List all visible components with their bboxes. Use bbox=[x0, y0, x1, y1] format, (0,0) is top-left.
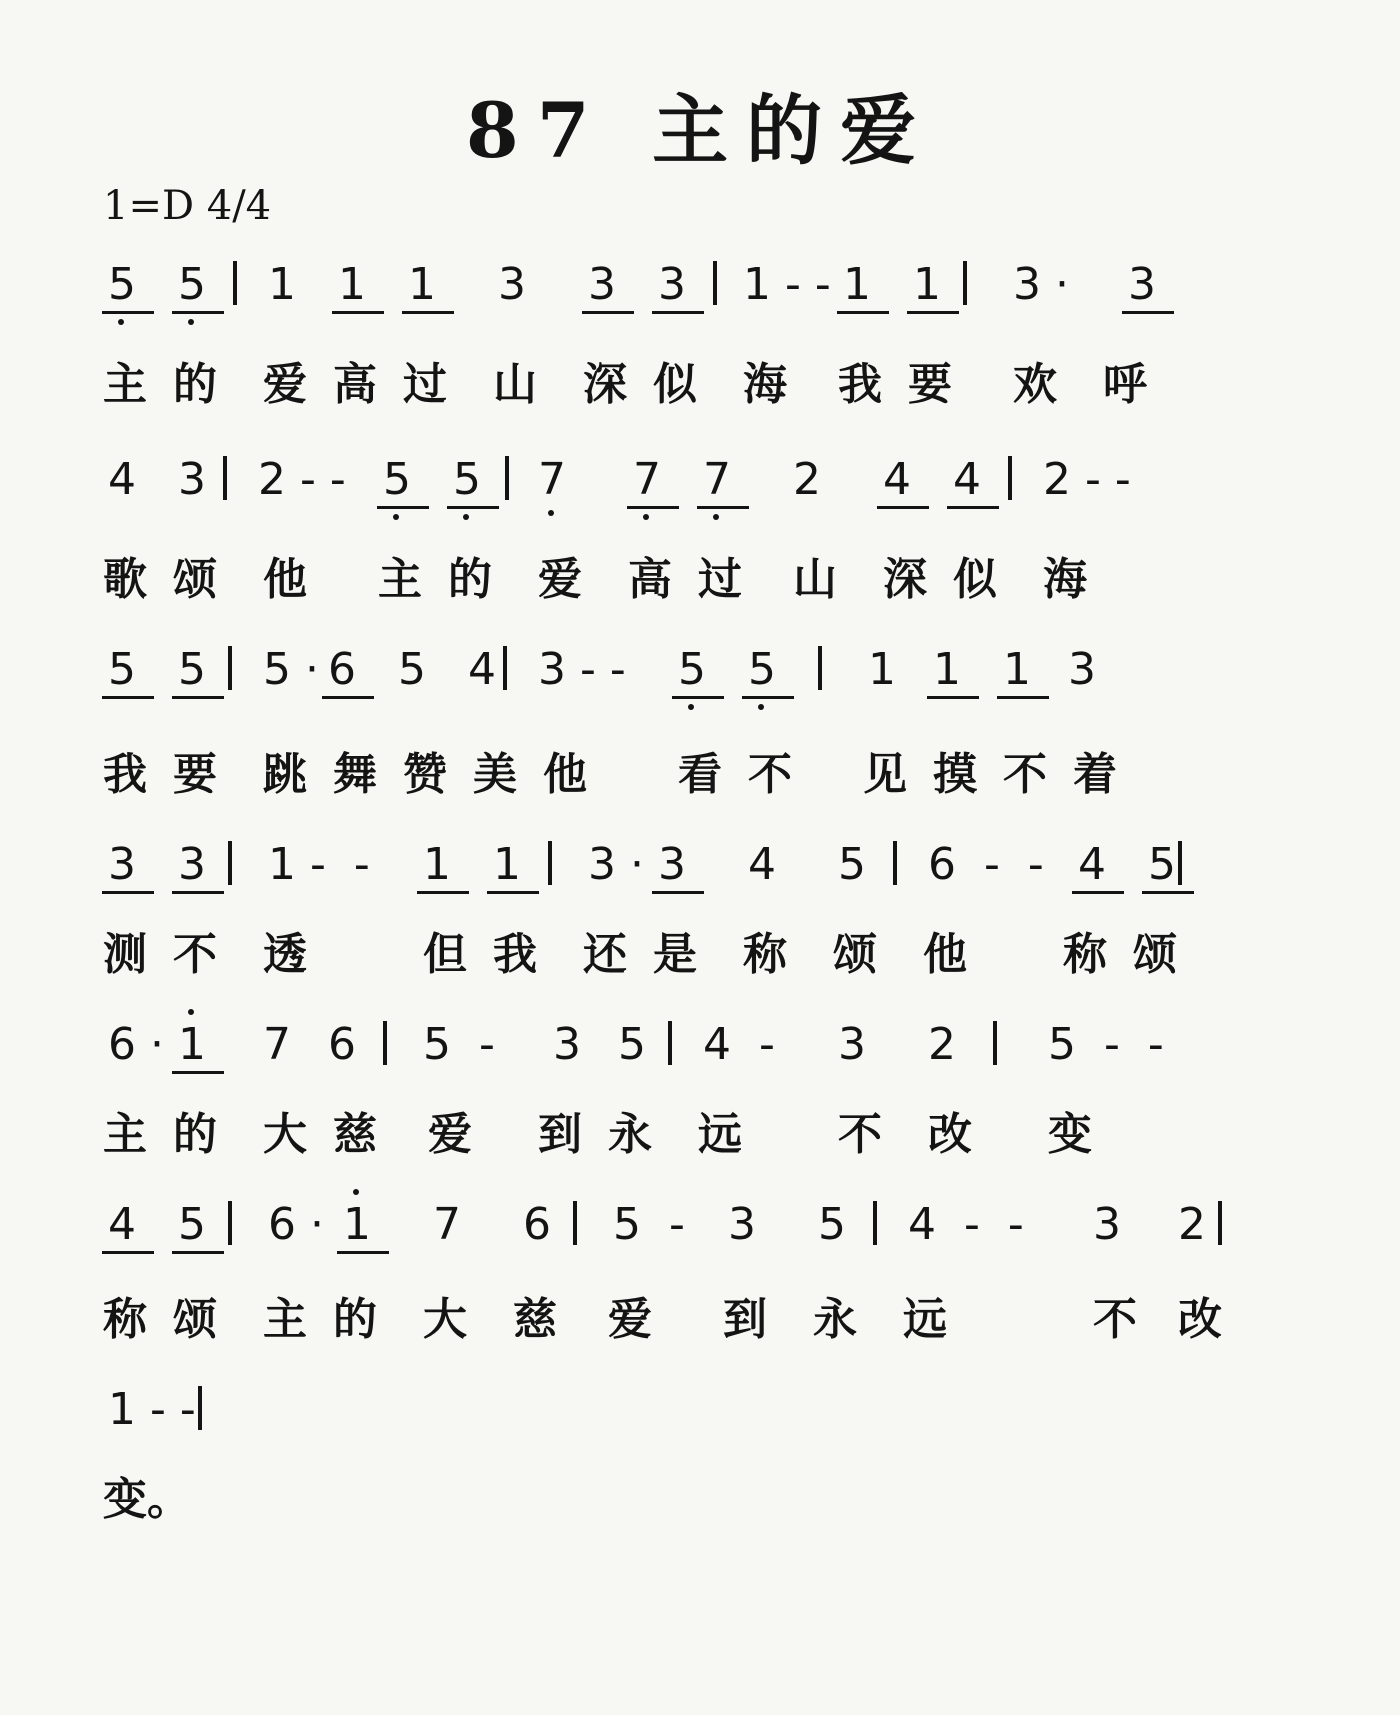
eighth-underline bbox=[947, 506, 999, 509]
note: 5 · bbox=[263, 644, 319, 695]
note: 4 - - bbox=[908, 1199, 1024, 1250]
lyric-char: 过 bbox=[698, 554, 742, 605]
note: 3 · bbox=[588, 839, 644, 890]
lyric-line bbox=[103, 550, 1353, 610]
lyric-char: 爱 bbox=[428, 1109, 472, 1160]
lyric-char: 深 bbox=[583, 359, 627, 410]
note: 4 bbox=[748, 839, 776, 890]
eighth-underline bbox=[102, 891, 154, 894]
eighth-underline bbox=[172, 696, 224, 699]
note: 6 bbox=[328, 644, 356, 695]
lyric-char: 主 bbox=[378, 554, 422, 605]
lyric-char: 看 bbox=[678, 749, 722, 800]
lyric-char: 还 bbox=[583, 929, 627, 980]
lyric-line bbox=[103, 745, 1353, 805]
lyric-char: 颂 bbox=[173, 1294, 217, 1345]
lyric-char: 歌 bbox=[103, 554, 147, 605]
note: 3 bbox=[1128, 259, 1156, 310]
lyric-char: 改 bbox=[928, 1109, 972, 1160]
lyric-char: 大 bbox=[423, 1294, 467, 1345]
note: 5 bbox=[818, 1199, 846, 1250]
lyric-char: 远 bbox=[698, 1109, 742, 1160]
eighth-underline bbox=[402, 311, 454, 314]
note: 2 bbox=[1178, 1199, 1206, 1250]
note: 1 bbox=[268, 259, 296, 310]
note: 1 - - bbox=[268, 839, 370, 890]
note: 1 bbox=[913, 259, 941, 310]
note: 3 bbox=[838, 1019, 866, 1070]
lyric-line bbox=[103, 925, 1353, 985]
note: 4 bbox=[1078, 839, 1106, 890]
eighth-underline bbox=[332, 311, 384, 314]
lyric-char: 欢 bbox=[1013, 359, 1057, 410]
lyric-char: 爱 bbox=[608, 1294, 652, 1345]
eighth-underline bbox=[652, 311, 704, 314]
eighth-underline bbox=[172, 311, 224, 314]
note: 4 bbox=[883, 454, 911, 505]
octave-dot-above bbox=[353, 1189, 359, 1195]
eighth-underline bbox=[997, 696, 1049, 699]
eighth-underline bbox=[322, 696, 374, 699]
lyric-char: 赞 bbox=[403, 749, 447, 800]
eighth-underline bbox=[697, 506, 749, 509]
lyric-char: 颂 bbox=[173, 554, 217, 605]
lyric-char: 的 bbox=[448, 554, 492, 605]
octave-dot-below bbox=[393, 514, 399, 520]
lyric-char: 似 bbox=[653, 359, 697, 410]
lyric-char: 但 bbox=[423, 929, 467, 980]
lyric-char: 慈 bbox=[513, 1294, 557, 1345]
lyric-char: 主 bbox=[263, 1294, 307, 1345]
barline bbox=[503, 646, 507, 690]
note: 2 - - bbox=[258, 454, 346, 505]
eighth-underline bbox=[172, 1251, 224, 1254]
notation-line bbox=[103, 255, 1353, 315]
note: 4 bbox=[468, 644, 496, 695]
lyric-char: 山 bbox=[493, 359, 537, 410]
eighth-underline bbox=[172, 891, 224, 894]
note: 7 bbox=[633, 454, 661, 505]
note: 5 bbox=[748, 644, 776, 695]
octave-dot-below bbox=[188, 319, 194, 325]
lyric-char: 爱 bbox=[263, 359, 307, 410]
lyric-char: 永 bbox=[813, 1294, 857, 1345]
note: 5 bbox=[383, 454, 411, 505]
lyric-char: 高 bbox=[628, 554, 672, 605]
lyric-char: 过 bbox=[403, 359, 447, 410]
lyric-char: 他 bbox=[263, 554, 307, 605]
note: 7 bbox=[538, 454, 566, 505]
barline bbox=[228, 1201, 232, 1245]
eighth-underline bbox=[377, 506, 429, 509]
note: 5 bbox=[178, 259, 206, 310]
note: 3 bbox=[178, 454, 206, 505]
octave-dot-below bbox=[713, 514, 719, 520]
barline bbox=[505, 456, 509, 500]
song-title: 87 主的爱 bbox=[465, 86, 935, 175]
note: 6 · bbox=[268, 1199, 324, 1250]
eighth-underline bbox=[172, 1071, 224, 1074]
note: 1 bbox=[868, 644, 896, 695]
lyric-char: 海 bbox=[743, 359, 787, 410]
note: 3 bbox=[728, 1199, 756, 1250]
key-signature: 1=D 4/4 bbox=[103, 183, 272, 229]
octave-dot-below bbox=[688, 704, 694, 710]
note: 7 bbox=[433, 1199, 461, 1250]
lyric-char: 是 bbox=[653, 929, 697, 980]
eighth-underline bbox=[337, 1251, 389, 1254]
note: 4 bbox=[108, 454, 136, 505]
note: 6 · bbox=[108, 1019, 164, 1070]
lyric-char: 不 bbox=[173, 929, 217, 980]
note: 4 bbox=[953, 454, 981, 505]
lyric-char: 变。 bbox=[103, 1474, 191, 1525]
lyric-char: 到 bbox=[723, 1294, 767, 1345]
note: 5 - bbox=[423, 1019, 495, 1070]
lyric-line bbox=[103, 355, 1353, 415]
lyric-char: 高 bbox=[333, 359, 377, 410]
barline bbox=[1008, 456, 1012, 500]
note: 3 bbox=[553, 1019, 581, 1070]
note: 5 bbox=[453, 454, 481, 505]
note: 5 bbox=[1148, 839, 1176, 890]
barline bbox=[713, 261, 717, 305]
barline bbox=[873, 1201, 877, 1245]
lyric-char: 的 bbox=[173, 359, 217, 410]
lyric-char: 的 bbox=[173, 1109, 217, 1160]
note: 5 bbox=[108, 644, 136, 695]
lyric-char: 深 bbox=[883, 554, 927, 605]
note: 3 bbox=[588, 259, 616, 310]
lyric-line bbox=[103, 1290, 1353, 1350]
note: 6 bbox=[523, 1199, 551, 1250]
lyric-line bbox=[103, 1470, 1353, 1530]
lyric-line bbox=[103, 1105, 1353, 1165]
lyric-char: 改 bbox=[1178, 1294, 1222, 1345]
lyric-char: 似 bbox=[953, 554, 997, 605]
note: 5 bbox=[398, 644, 426, 695]
eighth-underline bbox=[102, 311, 154, 314]
note: 5 bbox=[178, 644, 206, 695]
lyric-char: 颂 bbox=[833, 929, 877, 980]
octave-dot-below bbox=[758, 704, 764, 710]
barline bbox=[963, 261, 967, 305]
lyric-char: 爱 bbox=[538, 554, 582, 605]
note: 1 bbox=[343, 1199, 371, 1250]
note: 5 bbox=[678, 644, 706, 695]
note: 1 bbox=[338, 259, 366, 310]
eighth-underline bbox=[102, 696, 154, 699]
note: 5 bbox=[838, 839, 866, 890]
barline bbox=[383, 1021, 387, 1065]
octave-dot-below bbox=[118, 319, 124, 325]
lyric-char: 见 bbox=[863, 749, 907, 800]
lyric-char: 美 bbox=[473, 749, 517, 800]
lyric-char: 呼 bbox=[1103, 359, 1147, 410]
note: 5 bbox=[108, 259, 136, 310]
note: 5 bbox=[618, 1019, 646, 1070]
lyric-char: 山 bbox=[793, 554, 837, 605]
note: 3 bbox=[178, 839, 206, 890]
barline bbox=[228, 841, 232, 885]
lyric-char: 慈 bbox=[333, 1109, 377, 1160]
barline bbox=[1218, 1201, 1222, 1245]
note: 1 - - bbox=[108, 1384, 196, 1435]
note: 2 bbox=[793, 454, 821, 505]
lyric-char: 主 bbox=[103, 359, 147, 410]
notation-line bbox=[103, 1015, 1353, 1075]
lyric-char: 远 bbox=[903, 1294, 947, 1345]
note: 3 - - bbox=[538, 644, 626, 695]
note: 1 - - bbox=[743, 259, 831, 310]
eighth-underline bbox=[487, 891, 539, 894]
lyric-char: 变 bbox=[1048, 1109, 1092, 1160]
lyric-char: 舞 bbox=[333, 749, 377, 800]
note: 4 - bbox=[703, 1019, 775, 1070]
notation-line bbox=[103, 1195, 1353, 1255]
lyric-char: 的 bbox=[333, 1294, 377, 1345]
eighth-underline bbox=[672, 696, 724, 699]
lyric-char: 要 bbox=[173, 749, 217, 800]
lyric-char: 颂 bbox=[1133, 929, 1177, 980]
eighth-underline bbox=[1142, 891, 1194, 894]
note: 1 bbox=[423, 839, 451, 890]
note: 7 bbox=[703, 454, 731, 505]
note: 4 bbox=[108, 1199, 136, 1250]
lyric-char: 主 bbox=[103, 1109, 147, 1160]
barline bbox=[893, 841, 897, 885]
lyric-char: 跳 bbox=[263, 749, 307, 800]
note: 3 bbox=[108, 839, 136, 890]
note: 3 · bbox=[1013, 259, 1069, 310]
lyric-char: 着 bbox=[1073, 749, 1117, 800]
note: 3 bbox=[498, 259, 526, 310]
lyric-char: 他 bbox=[543, 749, 587, 800]
lyric-char: 测 bbox=[103, 929, 147, 980]
lyric-char: 不 bbox=[748, 749, 792, 800]
eighth-underline bbox=[627, 506, 679, 509]
note: 1 bbox=[493, 839, 521, 890]
barline bbox=[573, 1201, 577, 1245]
octave-dot-below bbox=[643, 514, 649, 520]
note: 1 bbox=[843, 259, 871, 310]
note: 1 bbox=[178, 1019, 206, 1070]
eighth-underline bbox=[652, 891, 704, 894]
lyric-char: 不 bbox=[1093, 1294, 1137, 1345]
note: 3 bbox=[658, 259, 686, 310]
octave-dot-below bbox=[548, 510, 554, 516]
lyric-char: 称 bbox=[743, 929, 787, 980]
lyric-char: 我 bbox=[493, 929, 537, 980]
lyric-char: 到 bbox=[538, 1109, 582, 1160]
eighth-underline bbox=[742, 696, 794, 699]
note: 3 bbox=[1093, 1199, 1121, 1250]
note: 1 bbox=[933, 644, 961, 695]
notation-line bbox=[103, 1380, 1353, 1440]
lyric-char: 大 bbox=[263, 1109, 307, 1160]
eighth-underline bbox=[582, 311, 634, 314]
note: 7 bbox=[263, 1019, 291, 1070]
note: 1 bbox=[1003, 644, 1031, 695]
barline bbox=[1178, 841, 1182, 885]
lyric-char: 不 bbox=[1003, 749, 1047, 800]
eighth-underline bbox=[1122, 311, 1174, 314]
barline bbox=[198, 1386, 202, 1430]
notation-line bbox=[103, 450, 1353, 510]
notation-line bbox=[103, 640, 1353, 700]
note: 5 - - bbox=[1048, 1019, 1164, 1070]
lyric-char: 称 bbox=[1063, 929, 1107, 980]
lyric-char: 我 bbox=[103, 749, 147, 800]
barline bbox=[818, 646, 822, 690]
barline bbox=[993, 1021, 997, 1065]
lyric-char: 海 bbox=[1043, 554, 1087, 605]
barline bbox=[223, 456, 227, 500]
barline bbox=[668, 1021, 672, 1065]
note: 2 - - bbox=[1043, 454, 1131, 505]
barline bbox=[228, 646, 232, 690]
eighth-underline bbox=[1072, 891, 1124, 894]
barline bbox=[233, 261, 237, 305]
lyric-char: 永 bbox=[608, 1109, 652, 1160]
note: 2 bbox=[928, 1019, 956, 1070]
eighth-underline bbox=[837, 311, 889, 314]
barline bbox=[548, 841, 552, 885]
eighth-underline bbox=[447, 506, 499, 509]
lyric-char: 不 bbox=[838, 1109, 882, 1160]
lyric-char: 他 bbox=[923, 929, 967, 980]
octave-dot-below bbox=[463, 514, 469, 520]
eighth-underline bbox=[927, 696, 979, 699]
lyric-char: 我 bbox=[838, 359, 882, 410]
octave-dot-above bbox=[188, 1009, 194, 1015]
lyric-char: 称 bbox=[103, 1294, 147, 1345]
note: 6 - - bbox=[928, 839, 1044, 890]
note: 3 bbox=[1068, 644, 1096, 695]
eighth-underline bbox=[417, 891, 469, 894]
eighth-underline bbox=[907, 311, 959, 314]
notation-line bbox=[103, 835, 1353, 895]
note: 5 bbox=[178, 1199, 206, 1250]
lyric-char: 透 bbox=[263, 929, 307, 980]
lyric-char: 要 bbox=[908, 359, 952, 410]
note: 6 bbox=[328, 1019, 356, 1070]
lyric-char: 摸 bbox=[933, 749, 977, 800]
eighth-underline bbox=[877, 506, 929, 509]
note: 3 bbox=[658, 839, 686, 890]
note: 5 - bbox=[613, 1199, 685, 1250]
eighth-underline bbox=[102, 1251, 154, 1254]
note: 1 bbox=[408, 259, 436, 310]
